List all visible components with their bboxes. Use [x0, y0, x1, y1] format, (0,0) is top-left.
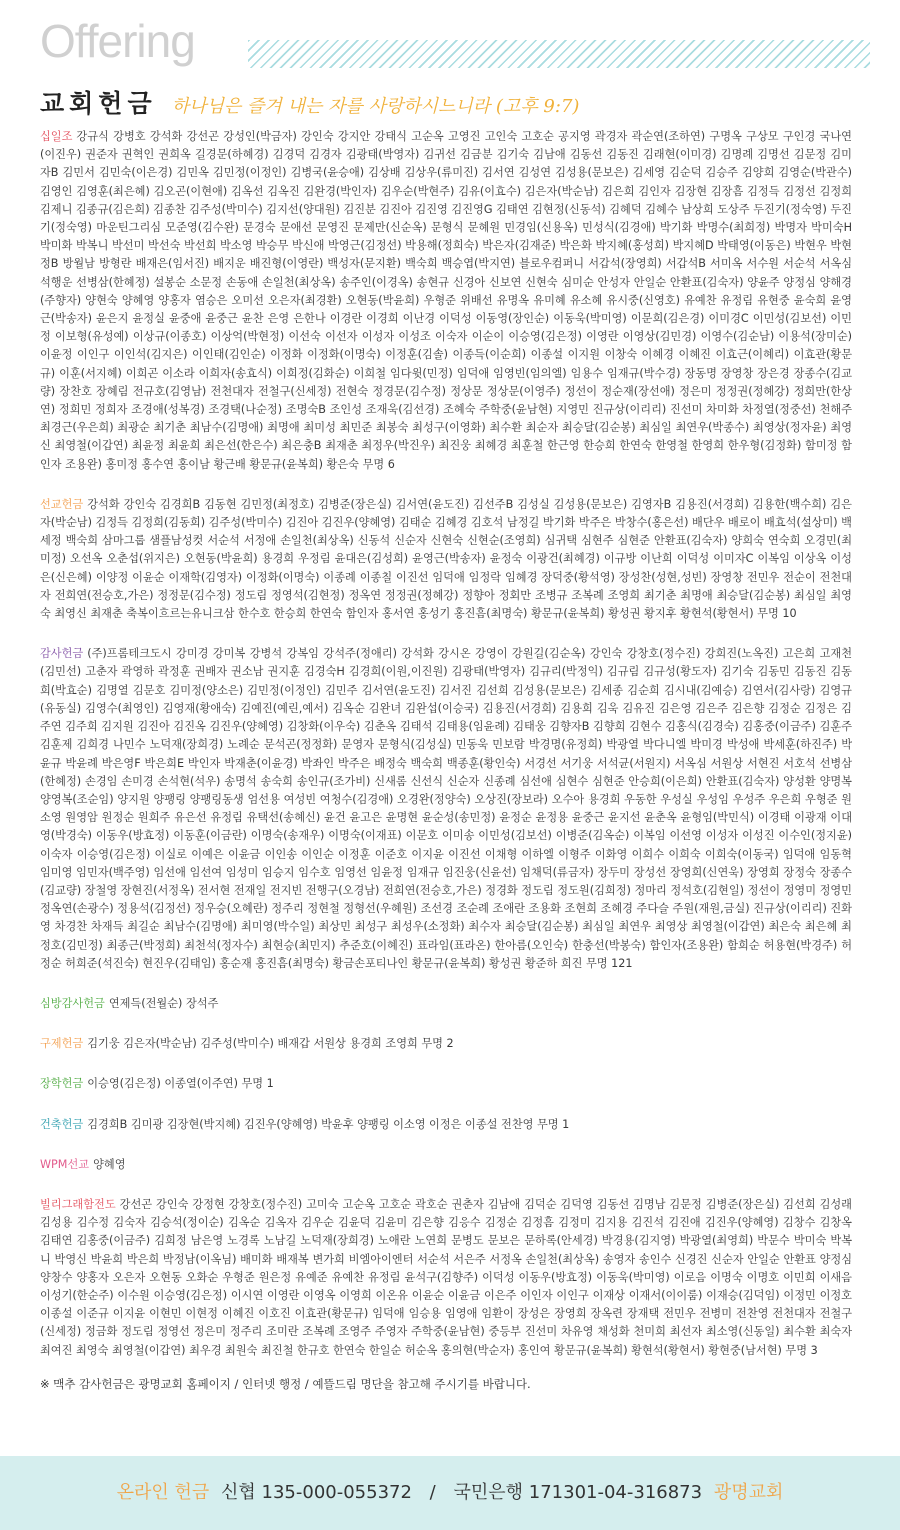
decorative-stripes [248, 40, 870, 68]
separator: / [429, 1482, 436, 1503]
section-names: 양혜영 [93, 1157, 126, 1171]
section-names: 강규식 강병호 강석화 강선곤 강성인(박금자) 강인숙 강지안 강태식 고순옥 고영진 고인숙 고호순 공지영 곽경자 곽순연(조하연) 구명옥 구상모 구인경 국나연(이진우) 권준자 권혁인 권희옥 길경문(하혜경) 김경덕 김경자 김광태(박영자) 김귀선 김금분 김기숙 김남애 김동선 김동진 김래현(이미경) 김명례 김명선 김문정 김미자B 김민서 김민숙(이은경) 김민옥 김민정(이정인) 김병국(윤승애) 김상배 김상우(류미진) 김서연 김성연 김성용(문보은) 김세영 김순덕 김승주 김양희 김영순(박관수) 김영인 김영훈(최은혜) 김오곤(이현애) 김옥선 김옥진 김완경(박인자) 김우순(박현주) 김유(이효수) 김은자(박순남) 김은희 김인자 김장현 김장흠 김정득 김정선 김정희 김제니 김종규(김은희) 김종찬 김주성(박미수) 김지선(양대원) 김진분 김진아 김진영 김진영G 김태연 김현정(신동석) 김혜덕 김혜수 남상희 도상주 두진기(정숙영) 두진기(정숙영) 마운틴그리심 모준영(김수완) 문경숙 문애선 문영진 문제만(신순옥) 문형식 문혜원 민경임(신용옥) 민성식(김경애) 박기화 박명수(최희정) 박명자 박미숙H 박미화 박복니 박선미 박선숙 박선희 박소영 박승무 박신애 박영근(김정선) 박용해(정희숙) 박은자(김재준) 박은화 박지혜(홍성희) 박지혜D 박태영(이동은) 박현우 박현정B 방월남 방형란 배재은(임서진) 배지운 배진형(이영란) 백성자(문지환) 백숙희 백승엽(박지연) 블로우컴퍼니 서갑석(장영희) 서갑석B 서미옥 서수원 서순석 서옥심 석행운 선병삼(한혜정) 설봉순 소문정 손동애 손일천(최상옥) 송주인(이경옥) 송현규 신경아 신보연 신현숙 심미순 안성자 안일순 안환표(김숙자) 양윤주 양정심 양해경(주향자) 양현숙 양혜영 양홍자 염승은 오미선 오은자(최경환) 오현동(박윤희) 우형준 위배선 유명옥 유미혜 유소혜 유시중(신영호) 유예찬 유정림 유현중 윤숙희 윤영근(박송자) 윤은지 윤정실 윤중애 윤중근 윤찬 은영 은한나 이경란 이경희 이난경 이덕성 이동영(장인순) 이동욱(박미영) 이문희(김은경) 이미경C 이민성(김보선) 이민정 이보형(유성예) 이상규(이종호) 이상억(박현정) 이선숙 이선자 이성자 이성조 이숙자 이순이 이승영(김은정) 이영란 이영상(김민경) 이영수(김순남) 이용석(장미순) 이윤정 이인구 이인석(김지은) 이인태(김인순) 이정화 이정화(이명숙) 이정훈(김솔) 이종득(이순희) 이종설 이지원 이창숙 이혜경 이혜진 이효근(이혜리) 이효관(황문규) 이훈(서지혜) 이희곤 이소라 이희자(송효식) 이희정(김화순) 이희철 임다윗(민정) 임덕애 임영빈(임의엘) 임용수 임재규(박수경) 장동명 장영창 장은경 장종수(김교량) 장찬호 장혜림 전규호(김영남) 전천대자 전철구(신세정) 전현숙 정경문(김수정) 정상문 정상문(이영주) 정선이 정순재(장선애) 정은미 정정권(정혜강) 정희만(한상연) 정희민 정희자 조경애(성복경) 조경택(나순정) 조명숙B 조인성 조재욱(김선경) 조혜숙 주학중(윤남현) 지영민 진규상(이리리) 진선미 차미화 차정열(정중선) 천해주 최경근(우은희) 최광순 최기춘 최남수(김명애) 최명애 최미성 최민준 최봉숙 최성구(이영화) 최수환 최순자 최승달(김순봉) 최심일 최연우(박종수) 최영상(정자윤) 최영신 최영철(이갑연) 최윤정 최윤희 최은선(한은수) 최은충B 최재춘 최정우(박진우) 최진웅 최혜경 최훈철 한근영 한승희 한연숙 한영철 한영희 한우형(김정화) 함미정 함인자 조용완) 홍미정 홍수연 홍이남 황근배 황문규(윤복희) 황은숙 무명 6 [40, 130, 852, 471]
online-offering-footer [0, 1456, 900, 1530]
section-names: 강석화 강인숙 김경희B 김동현 김민정(최정호) 김병준(장은실) 김서연(윤도진) 김선주B 김성실 김성용(문보은) 김영자B 김용진(서경희) 김용한(백수희) 김은자(박순남) 김정득 김정희(김동희) 김주성(박미수) 김진아 김진우(양혜영) 김태순 김혜경 김호석 남정길 박기화 박주은 박창수(홍은선) 배단우 배로이 배효석(설상미) 백세정 백숙희 삼마그룹 샘플남성컷 서순석 서정애 손일천(최상옥) 신동석 신순자 신현숙 신현순(조영희) 심귀택 심현주 심현준 안환표(김숙자) 양희숙 연숙희 오경민(최미정) 오선옥 오춘섭(위지은) 오현동(박윤희) 용경희 우정림 윤대은(김성희) 윤영근(박송자) 윤정숙 이광건(최혜경) 이규방 이난희 이덕성 이미자C 이복임 이상옥 이성은(신은혜) 이양정 이윤순 이재학(김영자) 이정화(이명숙) 이종례 이종칠 이진선 임덕애 임정락 임혜경 장덕중(황석영) 장성찬(성현,성빈) 장영창 전민우 전순이 전천대자 전희연(전승호,가은) 정정문(김수정) 정도림 정영석(김현정) 정옥연 정정권(정혜강) 정향아 정회만 조병규 조복례 조영희 최기춘 최명애 최승달(김순봉) 최심일 최영숙 최영신 최재춘 축복이흐르는유니크삼 한수호 한승희 한연숙 함인자 홍서연 홍성기 홍진흠(최명숙) 황문규(윤복희) 황성권 황지후 황현석(황현서) 무명 10 [40, 497, 852, 621]
section-label: 감사헌금 [40, 647, 84, 661]
section-names: 김경희B 김미광 김장현(박지혜) 김진우(양혜영) 박윤후 양팽링 이소영 이정은 이종설 전찬영 무명 1 [87, 1117, 570, 1131]
section-label: 구제헌금 [40, 1037, 84, 1051]
bible-verse: 하나님은 즐겨 내는 자를 사랑하시느니라 (고후 9:7) [171, 96, 580, 117]
section-names: 김기웅 김은자(박순남) 김주성(박미수) 배재갑 서원상 용경희 조영희 무명 2 [87, 1037, 454, 1051]
section-label: 장학헌금 [40, 1077, 84, 1091]
section-label: 빌리그래함전도 [40, 1197, 116, 1211]
offering-list [40, 128, 852, 1392]
section-label: 선교헌금 [40, 497, 84, 511]
bank-account-1: 신협 135-000-055372 [221, 1482, 412, 1503]
offering-section [40, 1035, 852, 1053]
page-title-row [40, 84, 870, 120]
offering-title: Offering [40, 15, 195, 67]
online-offering-label: 온라인 헌금 [116, 1482, 210, 1503]
offering-section [40, 496, 852, 623]
section-label: 심방감사헌금 [40, 996, 105, 1010]
section-names: 이승영(김은정) 이종열(이주연) 무명 1 [87, 1077, 274, 1091]
offering-section [40, 1196, 852, 1360]
offering-section [40, 1075, 852, 1093]
section-label: WPM선교 [40, 1157, 90, 1171]
section-label: 십일조 [40, 130, 73, 143]
offering-section [40, 1156, 852, 1174]
bank-account-2: 국민은행 171301-04-316873 [453, 1482, 703, 1503]
offering-section [40, 128, 852, 474]
offering-section [40, 1116, 852, 1134]
section-label: 건축헌금 [40, 1117, 84, 1131]
page-title: 교회헌금 [40, 89, 157, 118]
church-name: 광명교회 [713, 1482, 784, 1503]
section-names: 연제득(전월순) 장석주 [108, 996, 219, 1010]
section-names: 강선곤 강인숙 강정현 강창호(정수진) 고미숙 고순옥 고호순 곽호순 권춘자 김남애 김덕순 김덕영 김동선 김명남 김문정 김병준(장은실) 김선희 김성래 김성용 김수정 김숙자 김승석(정이순) 김옥순 김옥자 김우순 김윤덕 김윤미 김은향 김응수 김정순 김정흠 김정미 김지용 김진석 김진애 김진우(양혜영) 김창수 김창옥 김태연 김홍중(이금주) 김희정 남은영 노경록 노남길 노덕재(장희경) 노애란 노연희 문병도 문보은 문하록(안세경) 박경용(김지영) 박광열(최영희) 박문수 박미숙 박복니 박영신 박윤희 박은희 박정남(이옥님) 배미화 배재복 변가희 비엠아이엔터 서순석 서은주 서정옥 손일천(최상옥) 송영자 송인수 신경진 신순자 안일순 안환표 양정심 양창수 양홍자 오은자 오현동 오화순 우형준 원은정 유예준 유예찬 유정림 윤석구(김향주) 이덕성 이동우(방효정) 이동욱(박미영) 이로음 이명숙 이명호 이민희 이새음 이성기(한순주) 이수원 이승영(김은정) 이시연 이영란 이영옥 이영희 이온유 이윤순 이윤금 이은주 이인자 이인구 이재상 이재서(이이룸) 이재승(김덕임) 이정민 이정호 이종설 이준규 이지윤 이현민 이현정 이혜진 이호진 이효관(황문규) 임덕애 임승용 임영애 임환이 장성은 장영희 장옥련 장재택 전민우 전병미 전찬영 전천대자 전철구(신세정) 정금화 정도림 정영선 정은미 정주리 조미란 조복례 조영주 주영자 주학중(윤남현) 중등부 진선미 차유영 채성화 천미희 최선자 최소영(신동일) 최수환 최숙자 최여진 최영숙 최영철(이갑연) 최우경 최원숙 최진철 한규호 한연숙 한일순 허순옥 홍의현(박순자) 홍인여 황문규(윤복희) 황현석(황현서) 황현중(남서현) 무명 3 [40, 1197, 852, 1357]
offering-section [40, 645, 852, 973]
offering-section [40, 995, 852, 1013]
header [40, 14, 870, 74]
note-text: ※ 맥추 감사헌금은 광명교회 홈페이지 / 인터넷 행정 / 예뜰드림 명단을 참고해 주시기를 바랍니다. [40, 1376, 531, 1391]
section-names: (주)프롬테크도시 강미경 강미복 강병석 강복임 강석주(정애리) 강석화 강시온 강영이 강원길(김순옥) 강인숙 강창호(정수진) 강희진(노옥진) 고은희 고재천(김민선) 고춘자 곽영하 곽정훈 권배자 권소남 권지훈 김경숙H 김경희(이원,이진원) 김광태(박영자) 김규리(박정익) 김규림 김규성(황도자) 김기숙 김동민 김동진 김동희(박효순) 김명열 김문호 김미정(양소은) 김민정(이정인) 김민주 김서연(윤도진) 김서진 김선희 김성용(문보은) 김세종 김순희 김시내(김예승) 김연서(김사랑) 김영규(유동실) 김영수(최영인) 김영재(황애숙) 김예진(예린,예서) 김옥순 김완녀 김완섭(이승국) 김용진(서경희) 김용희 김욱 김유진 김은영 김은주 김은향 김정순 김정은 김주연 김주희 김지원 김진아 김진옥 김진우(양혜영) 김창화(이우숙) 김춘옥 김태석 김태용(임윤례) 김태웅 김향자B 김향희 김현수 김홍식(김경숙) 김홍중(이금주) 김훈주 김훈제 김희경 나민수 노덕재(장희경) 노례순 문석곤(정정화) 문영자 문형식(김성실) 민동욱 민보람 박경명(유정희) 박광열 박다니엘 박미경 박성애 박세훈(하진주) 박윤규 박윤례 박은영F 박은희E 박인자 박재춘(이윤경) 박좌인 박주은 배정숙 백숙희 백종훈(황인숙) 서경선 서기웅 서석균(서원지) 서옥심 서원상 서현진 서호석 선병삼(한혜정) 손경임 손미경 손석현(석우) 송명석 송숙희 송인규(조가비) 신새롬 신선식 신순자 신종례 심선애 심현수 심현준 안승희(이은희) 안환표(김숙자) 양성환 양명복 양영복(조순임) 양지원 양팽링 양팽링동생 엄선용 여성빈 여청수(김경애) 오경완(정양숙) 오상진(장보라) 오수아 용경희 우동한 우성실 우성임 우성주 우은희 우형준 원소영 원영암 원정순 원희주 유은선 유정림 유택선(송혜신) 윤건 윤고은 윤명현 윤순성(송민정) 윤정순 윤정용 윤중근 윤지선 윤춘옥 윤형임(박민식) 이경태 이광재 이대영(박경숙) 이동우(방효정) 이동훈(이금란) 이명숙(송재우) 이명숙(이재표) 이문호 이미송 이민성(김보선) 이병준(김옥순) 이복임 이선영 이성자 이성진 이수인(정지윤) 이숙자 이승영(김은정) 이실로 이예은 이윤금 이인송 이인순 이정훈 이준호 이지윤 이진선 이채형 이하엘 이형주 이화영 이희수 이희숙 이희숙(이동국) 임덕애 임동혁 임미영 임민자(백주영) 임선애 임선여 임성미 임승지 임수호 임영선 임윤정 임재규 임진웅(신윤선) 임채덕(류금자) 장두미 장성선 장영희(신연욱) 장영희 장정숙 장종수(김교량) 장철영 장현진(서정옥) 전서현 전재일 전지빈 전행구(오경남) 전희연(전승호,가은) 정경화 정도림 정도원(김희정) 정마리 정석호(김현일) 정선이 정영미 정영민 정옥연(손광수) 정용석(김정선) 정우승(오혜란) 정주리 정현철 정형선(우혜원) 조선경 조순례 조애란 조용화 조현희 조혜경 주다슬 주원(재원,금실) 진규상(이리리) 진화영 차경찬 차재득 최길순 최남수(김명애) 최미영(박수일) 최상민 최성구 최성우(소정화) 최수자 최승달(김순봉) 최심일 최연우 최영상 최영철(이갑연) 최은숙 최은혜 최정호(김민정) 최종근(박정희) 최천석(정자수) 최현승(최민지) 추준호(이혜진) 표라임(표라온) 한아름(오인숙) 한충선(박봉숙) 함인자(조용완) 함희순 허용현(박경주) 허정순 허희준(석진숙) 현진우(김태임) 홍순재 홍진흠(최명숙) 황금손포티나인 황문규(윤복희) 황성권 황준하 희진 무명 121 [40, 647, 852, 970]
